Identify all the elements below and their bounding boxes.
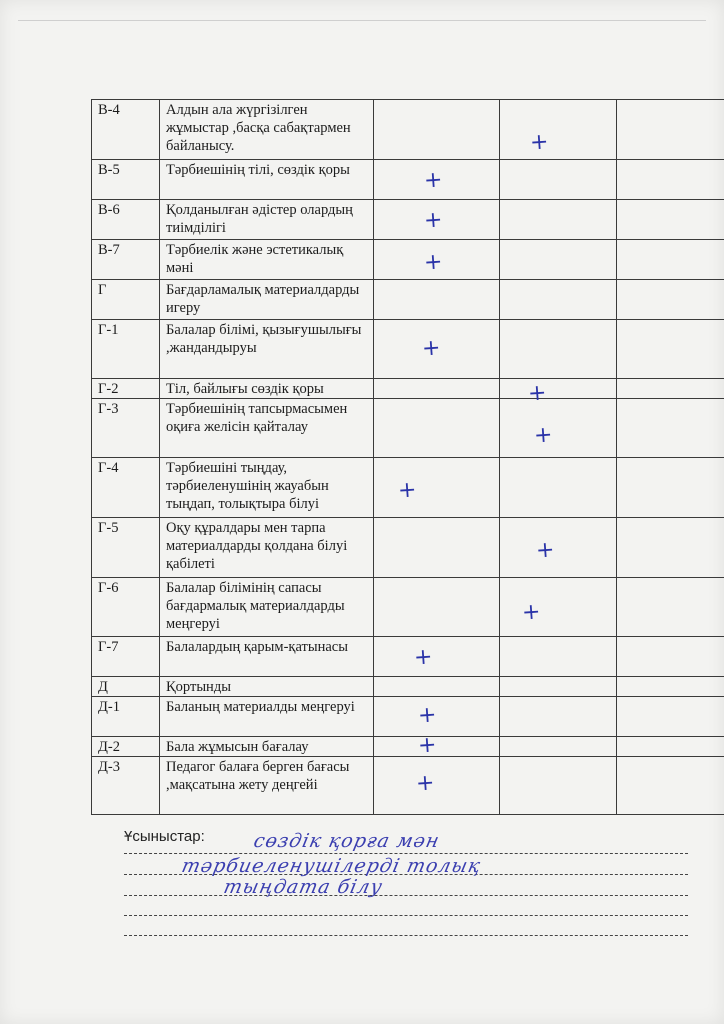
table-row: [92, 399, 724, 458]
check-mark: +: [535, 537, 556, 564]
check-mark: +: [527, 380, 548, 407]
table-row: [92, 578, 724, 637]
row-code: Г: [92, 280, 160, 320]
table-row: [92, 757, 724, 815]
row-code: Г-1: [92, 320, 160, 379]
check-mark: +: [521, 599, 542, 626]
row-code: Д-3: [92, 757, 160, 815]
check-mark: +: [529, 129, 550, 156]
table-row: [92, 697, 724, 737]
row-criterion: Педагог балаға берген бағасы ,мақсатына жету деңгейі: [160, 757, 374, 815]
row-code: Г-4: [92, 458, 160, 518]
check-mark: +: [423, 207, 444, 234]
row-code: Д-1: [92, 697, 160, 737]
table-row: [92, 518, 724, 578]
check-mark: +: [421, 335, 442, 362]
check-mark: +: [397, 477, 418, 504]
table-row: [92, 280, 724, 320]
row-code: В-6: [92, 200, 160, 240]
handwritten-line: тыңдата білу: [221, 876, 385, 898]
row-criterion: Тәрбиелік және эстетикалық мәні: [160, 240, 374, 280]
check-mark: +: [423, 249, 444, 276]
row-code: Г-3: [92, 399, 160, 458]
handwritten-line: тәрбиеленушілерді толық: [179, 855, 483, 877]
table-row: [92, 637, 724, 677]
row-criterion: Балалар білімінің сапасы бағдармалық материалдарды меңгеруі: [160, 578, 374, 637]
evaluation-table: [91, 99, 724, 815]
row-code: Г-5: [92, 518, 160, 578]
check-mark: +: [423, 167, 444, 194]
dashed-line: [124, 935, 688, 936]
dashed-line: [124, 853, 688, 854]
row-code: Д-2: [92, 737, 160, 757]
row-criterion: Тәрбиешінің тапсырмасымен оқиға желісін қайталау: [160, 399, 374, 458]
recommendations-label: Ұсыныстар:: [124, 828, 205, 845]
check-mark: +: [415, 770, 436, 797]
row-code: Г-7: [92, 637, 160, 677]
check-mark: +: [533, 422, 554, 449]
table-row: [92, 200, 724, 240]
row-criterion: Балалар білімі, қызығушылығы ,жандандыруы: [160, 320, 374, 379]
table-row: [92, 737, 724, 757]
row-code: В-5: [92, 160, 160, 200]
table-row: [92, 379, 724, 399]
row-criterion: Балалардың қарым-қатынасы: [160, 637, 374, 677]
row-code: Г-6: [92, 578, 160, 637]
dashed-line: [124, 895, 688, 896]
check-mark: +: [413, 644, 434, 671]
table-row: [92, 160, 724, 200]
handwritten-line: сөздік қорға мән: [251, 830, 442, 852]
row-criterion: Баланың материалды меңгеруі: [160, 697, 374, 737]
row-code: Г-2: [92, 379, 160, 399]
table-row: [92, 320, 724, 379]
table-row: [92, 458, 724, 518]
row-criterion: Тіл, байлығы сөздік қоры: [160, 379, 374, 399]
row-criterion: Алдын ала жүргізілген жұмыстар ,басқа сабақтармен байланысу.: [160, 100, 374, 160]
row-code: Д: [92, 677, 160, 697]
check-mark: +: [417, 732, 438, 759]
row-criterion: Бағдарламалық материалдарды игеру: [160, 280, 374, 320]
row-criterion: Бала жұмысын бағалау: [160, 737, 374, 757]
row-criterion: Қортынды: [160, 677, 374, 697]
row-criterion: Оқу құралдары мен тарпа материалдарды қолдана білуі қабілеті: [160, 518, 374, 578]
row-code: В-4: [92, 100, 160, 160]
row-criterion: Тәрбиешінің тілі, сөздік қоры: [160, 160, 374, 200]
table-row: [92, 100, 724, 160]
table-row: [92, 677, 724, 697]
row-criterion: Тәрбиешіні тыңдау, тәрбиеленушінің жауабын тыңдап, толықтыра білуі: [160, 458, 374, 518]
row-criterion: Қолданылған әдістер олардың тиімділігі: [160, 200, 374, 240]
row-code: В-7: [92, 240, 160, 280]
page-top-edge: [18, 20, 706, 21]
check-mark: +: [417, 702, 438, 729]
dashed-line: [124, 915, 688, 916]
table-row: [92, 240, 724, 280]
